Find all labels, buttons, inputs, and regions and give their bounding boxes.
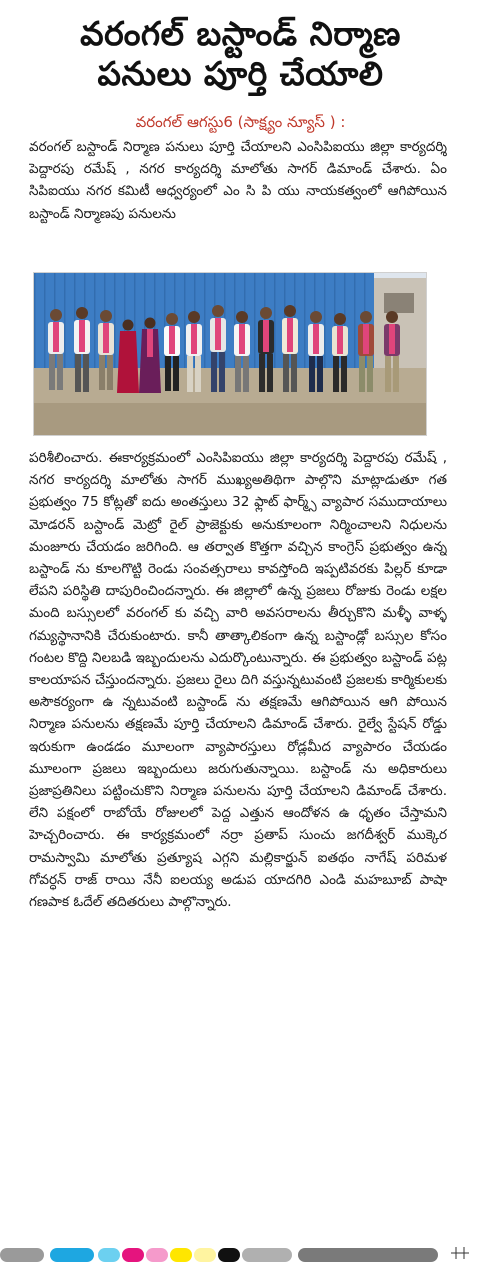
article-headline bbox=[8, 14, 473, 94]
article-paragraph-1: వరంగల్ బస్టాండ్ నిర్మాణ పనులు పూర్తి చేయాలని ఎంసిపిఐయు జిల్లా కార్యదర్శి పెద్దారపు రమేష్ , నగర కార్యదర్శి మాలోతు సాగర్ డిమాండ్ చేశారు. ఏం సిపిఐయు నగర కమిటీ ఆధ్వర్యంలో ఎం సి పి యు నాయకత్వంలో ఆగిపోయిన బస్టాండ్ నిర్మాణపు పనులను bbox=[29, 139, 447, 222]
headline-line-1: వరంగల్ బస్టాండ్ నిర్మాణ bbox=[80, 14, 401, 53]
headline-line-2: పనులు పూర్తి చేయాలి bbox=[97, 54, 384, 93]
dateline: వరంగల్ ఆగస్టు6 (సాక్ష్యం న్యూస్ ) : bbox=[135, 113, 346, 131]
article-paragraph-2: పరిశీలించారు. ఈకార్యక్రమంలో ఎంసిపిఐయు జిల్లా కార్యదర్శి పెద్దారపు రమేష్ , నగర కార్యదర్శి మాలోతు సాగర్ ముఖ్యఅతిథిగా పాల్గొని మాట్లాడుతూ గత ప్రభుత్వం 75 కోట్లతో ఐదు అంతస్తులు 32 ఫ్లాట్ ఫార్మ్స్ వ్యాపార సముదాయాలు మోడరన్ బస్టాండ్ మెట్రో రైల్ ప్రాజెక్టుకు అనుకూలంగా నిర్మించాలని నిధులను మంజూరు చేయడం జరిగింది. ఆ తర్వాత కొత్తగా వచ్చిన కాంగ్రెస్ ప్రభుత్వం ఉన్న బస్టాండ్ ను కూలగొట్టి రెండు సంవత్సరాలు కావస్తోంది ఇప్పటివరకు పిల్లర్ కూడా లేపని పరిస్థితి దాపురించిందన్నారు. ఈ జిల్లాలో ఉన్న ప్రజలు రోజుకు రెండు లక్షల మంది బస్సులలో వరంగల్ కు వచ్చి వారి అవసరాలను తీర్చుకొని మళ్ళీ వాళ్ళ గమ్యస్థానానికి చేరుకుంటారు. కానీ తాత్కాలికంగా ఉన్న బస్టాండ్లో బస్సుల కోసం గంటల కొద్ది నిలబడి ఇబ్బందులను ఎదుర్కొంటున్నారు. ఈ ప్రభుత్వం బస్టాండ్ పట్ల కాలయాపన చేస్తుందన్నారు. ప్రజలు రైలు దిగి వస్తున్నటువంటి ప్రజలకు కార్మికులకు అసౌకర్యంగా ఉ న్నటువంటి బస్టాండ్ ను తక్షణమే ఆగిపోయిన ఆగి పోయిన నిర్మాణ పనులను తక్షణమే పూర్తి చేయాలని డిమాండ్ చేశారు. రైల్వే స్టేషన్ రోడ్డు ఇరుకుగా ఉండడం మూలంగా వ్యాపారస్తులు రోడ్లమీద వ్యాపారం చేయడం మూలంగా ప్రజలు ఇబ్బందులు జరుగుతున్నాయి. బస్టాండ్ ను అధికారులు ప్రజాప్రతినిలు పట్టించుకొని నిర్మాణ పనులను పూర్తి చేయాలని డిమాండ్ చేశారు. లేని పక్షంలో రాబోయే రోజులలో పెద్ద ఎత్తున ఆందోళన ఉ ధృతం చేస్తామని హెచ్చరించారు. ఈ కార్యక్రమంలో నర్రా ప్రతాప్ సుంచు జగదీశ్వర్ ముక్కెర రామస్వామి మాలోతు ప్రత్యూష ఎగ్గని మల్లికార్జున్ ఐతథం నాగేష్ పరిమళ గోవర్ధన్ రాజ్ రాయి నేనీ ఐలయ్య అడుప యాదగిరి ఎండి మహబూబ్ పాషా గణపాక ఓదేల్ తదితరులు పాల్గొన్నారు. bbox=[29, 450, 447, 911]
registration-mark-icon bbox=[449, 1246, 471, 1260]
news-photo bbox=[33, 272, 427, 436]
color-swatch-yellow bbox=[170, 1248, 192, 1262]
color-swatch-gray-2 bbox=[242, 1248, 292, 1262]
color-swatch-light-cyan bbox=[98, 1248, 120, 1262]
protest-group-photo bbox=[34, 273, 426, 435]
print-color-bar bbox=[0, 1248, 481, 1262]
color-swatch-cyan bbox=[50, 1248, 94, 1262]
color-swatch-light-yellow bbox=[194, 1248, 216, 1262]
color-swatch-black bbox=[218, 1248, 240, 1262]
color-swatch-magenta bbox=[122, 1248, 144, 1262]
color-swatch-pink bbox=[146, 1248, 168, 1262]
color-swatch-dark-gray bbox=[298, 1248, 438, 1262]
color-swatch-gray bbox=[0, 1248, 44, 1262]
